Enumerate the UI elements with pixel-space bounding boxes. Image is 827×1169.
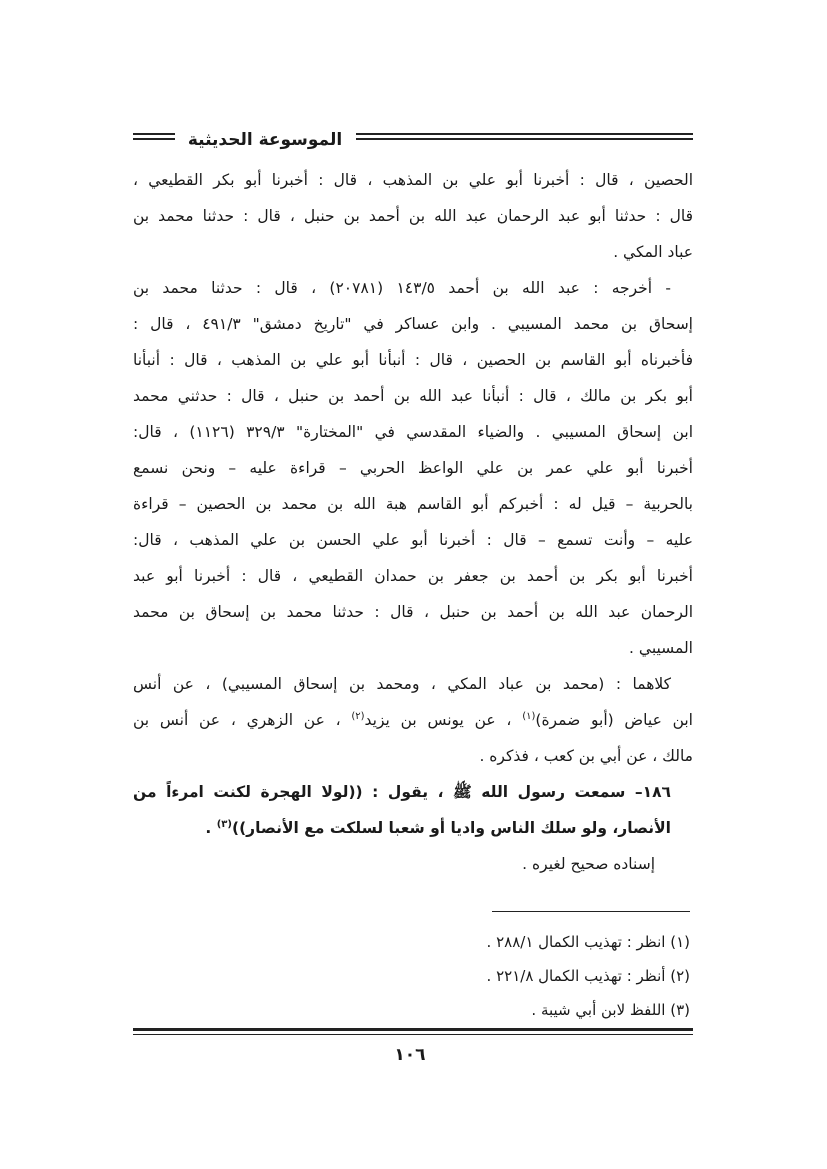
text-segment: ، عن يونس بن يزيد bbox=[364, 711, 523, 729]
text-line bbox=[133, 702, 693, 738]
text-line: قال : حدثنا أبو عبد الرحمان عبد الله بن أحمد بن حنبل ، قال : حدثنا محمد بن bbox=[133, 207, 693, 225]
main-text bbox=[133, 162, 693, 882]
footer-rule-top bbox=[133, 1028, 693, 1031]
text-line: أخبرنا أبو علي عمر بن علي الواعظ الحربي – قراءة عليه – ونحن نسمع bbox=[133, 459, 693, 477]
footnote-ref: (١) bbox=[522, 710, 536, 722]
text-line: الرحمان عبد الله بن أحمد بن حنبل ، قال : حدثنا محمد بن إسحاق بن محمد bbox=[133, 603, 693, 621]
footnote-ref: (٣) bbox=[216, 818, 232, 830]
footnotes bbox=[300, 925, 690, 1027]
text-line: إسحاق بن محمد المسيبي . وابن عساكر في "تاريخ دمشق" ٤٩١/٣ ، قال : bbox=[133, 315, 693, 333]
text-segment: ابن عياض (أبو ضمرة) bbox=[535, 711, 693, 729]
header-rule-left bbox=[133, 133, 175, 140]
footnote: (١) انظر : تهذيب الكمال ٢٨٨/١ . bbox=[486, 933, 690, 951]
hadith-line: ١٨٦– سمعت رسول الله ﷺ ، يقول : ((لولا الهجرة لكنت امرءاً من bbox=[133, 783, 671, 801]
text-segment: الأنصار، ولو سلك الناس واديا أو شعبا لسلكت مع الأنصار)) bbox=[231, 819, 671, 837]
text-line: أخبرنا أبو بكر بن أحمد بن جعفر بن حمدان القطيعي ، قال : أخبرنا أبو عبد bbox=[133, 567, 693, 585]
footnote: (٣) اللفظ لابن أبي شيبة . bbox=[531, 1001, 690, 1019]
text-line: مالك ، عن أبي بن كعب ، فذكره . bbox=[479, 747, 693, 765]
page-number: ١٠٦ bbox=[394, 1045, 426, 1065]
text-line: المسيبي . bbox=[629, 639, 693, 657]
text-line: عباد المكي . bbox=[613, 243, 693, 261]
header-rule-right bbox=[356, 133, 693, 140]
running-title: الموسوعة الحديثية bbox=[187, 130, 343, 150]
text-line: ابن إسحاق المسيبي . والضياء المقدسي في "المختارة" ٣٢٩/٣ (١١٢٦) ، قال: bbox=[133, 423, 693, 441]
footnote: (٢) أنظر : تهذيب الكمال ٢٢١/٨ . bbox=[486, 967, 690, 985]
text-line: عليه – وأنت تسمع – قال : أخبرنا أبو علي الحسن بن علي المذهب ، قال: bbox=[133, 531, 693, 549]
hadith-line bbox=[133, 810, 693, 846]
text-line: بالحربية – قيل له : أخبركم أبو القاسم هبة الله بن محمد بن الحصين – قراءة bbox=[133, 495, 693, 513]
text-line: كلاهما : (محمد بن عباد المكي ، ومحمد بن إسحاق المسيبي) ، عن أنس bbox=[133, 675, 671, 693]
footer-rule-bottom bbox=[133, 1034, 693, 1035]
footnote-ref: (٢) bbox=[351, 710, 365, 722]
text-line: فأخبرناه أبو القاسم بن الحصين ، قال : أنبأنا أبو علي بن المذهب ، قال : أنبأنا bbox=[133, 351, 693, 369]
grading-line: إسناده صحيح لغيره . bbox=[522, 855, 655, 873]
footnote-separator bbox=[492, 911, 690, 912]
text-line: - أخرجه : عبد الله بن أحمد ١٤٣/٥ (٢٠٧٨١) ، قال : حدثنا محمد بن bbox=[133, 279, 671, 297]
text-line: أبو بكر بن مالك ، قال : أنبأنا عبد الله بن أحمد بن حنبل ، قال : حدثني محمد bbox=[133, 387, 693, 405]
text-segment: ، عن الزهري ، عن أنس بن bbox=[133, 711, 352, 729]
text-line: الحصين ، قال : أخبرنا أبو علي بن المذهب ، قال : أخبرنا أبو بكر القطيعي ، bbox=[133, 171, 693, 189]
text-segment: . bbox=[205, 819, 217, 837]
